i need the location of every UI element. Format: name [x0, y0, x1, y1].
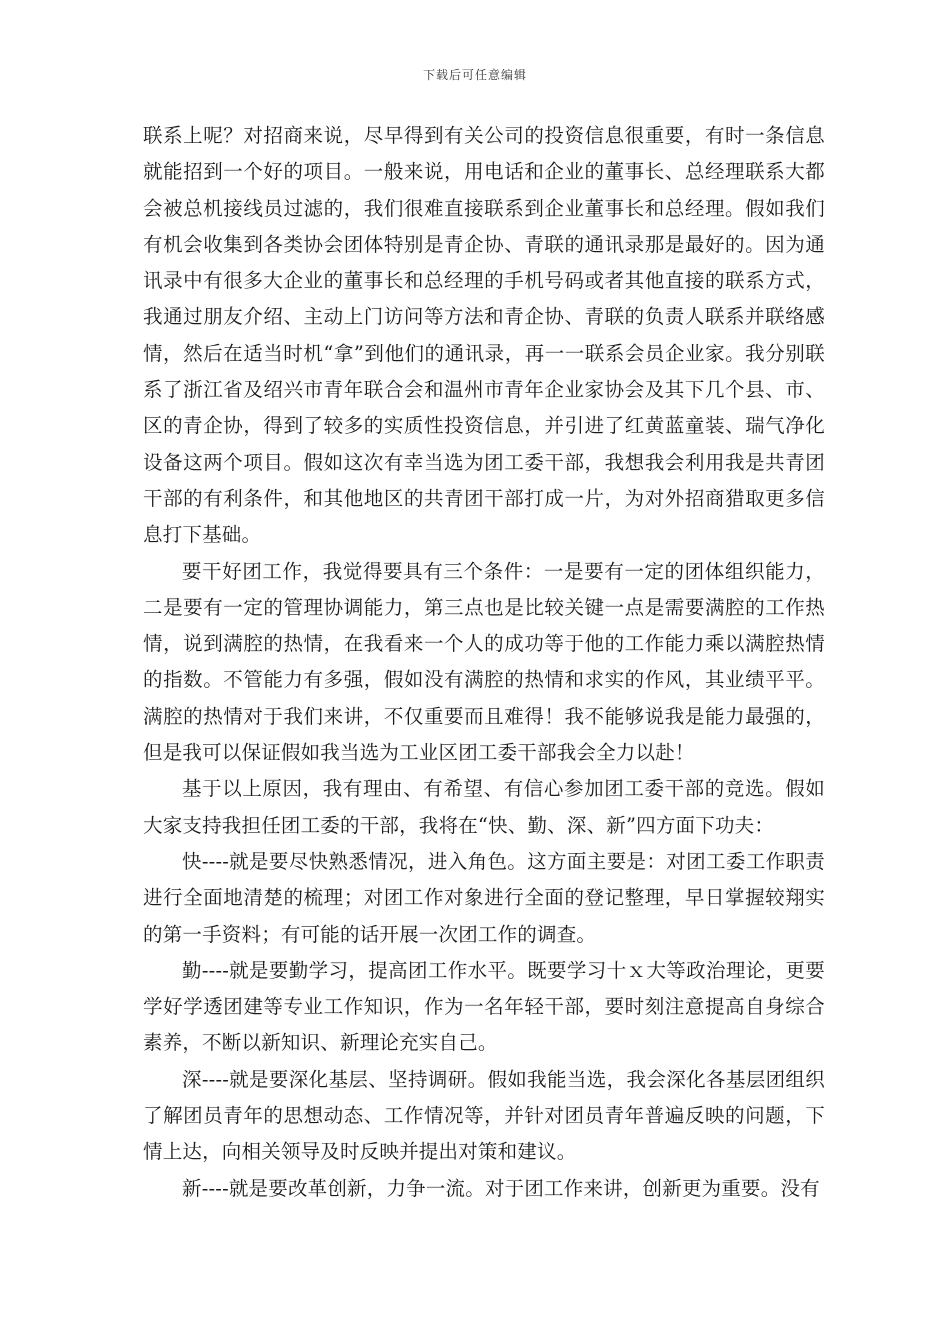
paragraph-4: 快----就是要尽快熟悉情况，进入角色。这方面主要是：对团工委工作职责进行全面地清楚的梳理；对团工作对象进行全面的登记整理，早日掌握较翔实的第一手资料；有可能的话开展一次团工作的调查。: [143, 849, 825, 946]
paragraph-5: 勤----就是要勤学习，提高团工作水平。既要学习十ｘ大等政治理论，更要学好学透团建等专业工作知识，作为一名年轻干部，要时刻注意提高自身综合素养，不断以新知识、新理论充实自己。: [143, 958, 825, 1055]
paragraph-6: 深----就是要深化基层、坚持调研。假如我能当选，我会深化各基层团组织了解团员青年的思想动态、工作情况等，并针对团员青年普遍反映的问题，下情上达，向相关领导及时反映并提出对策和建议。: [143, 1067, 825, 1164]
page-header-note: 下载后可任意编辑: [422, 68, 527, 82]
paragraph-7: 新----就是要改革创新，力争一流。对于团工作来讲，创新更为重要。没有: [182, 1176, 820, 1200]
document-body: [143, 118, 825, 1207]
paragraph-3: 基于以上原因，我有理由、有希望、有信心参加团工委干部的竞选。假如大家支持我担任团工委的干部，我将在“快、勤、深、新”四方面下功夫：: [143, 777, 825, 837]
paragraph-1: 联系上呢？对招商来说，尽早得到有关公司的投资信息很重要，有时一条信息就能招到一个好的项目。一般来说，用电话和企业的董事长、总经理联系大都会被总机接线员过滤的，我们很难直接联系到企业董事长和总经理。假如我们有机会收集到各类协会团体特别是青企协、青联的通讯录那是最好的。因为通讯录中有很多大企业的董事长和总经理的手机号码或者其他直接的联系方式，我通过朋友介绍、主动上门访问等方法和青企协、青联的负责人联系并联络感情，然后在适当时机“拿”到他们的通讯录，再一一联系会员企业家。我分别联系了浙江省及绍兴市青年联合会和温州市青年企业家协会及其下几个县、市、区的青企协，得到了较多的实质性投资信息，并引进了红黄蓝童装、瑞气净化设备这两个项目。假如这次有幸当选为团工委干部，我想我会利用我是共青团干部的有利条件，和其他地区的共青团干部打成一片，为对外招商猎取更多信息打下基础。: [143, 124, 825, 547]
paragraph-2: 要干好团工作，我觉得要具有三个条件：一是要有一定的团体组织能力，二是要有一定的管理协调能力，第三点也是比较关键一点是需要满腔的工作热情，说到满腔的热情，在我看来一个人的成功等于他的工作能力乘以满腔热情的指数。不管能力有多强，假如没有满腔的热情和求实的作风，其业绩平平。满腔的热情对于我们来讲，不仅重要而且难得！我不能够说我是能力最强的，但是我可以保证假如我当选为工业区团工委干部我会全力以赴！: [143, 559, 825, 765]
